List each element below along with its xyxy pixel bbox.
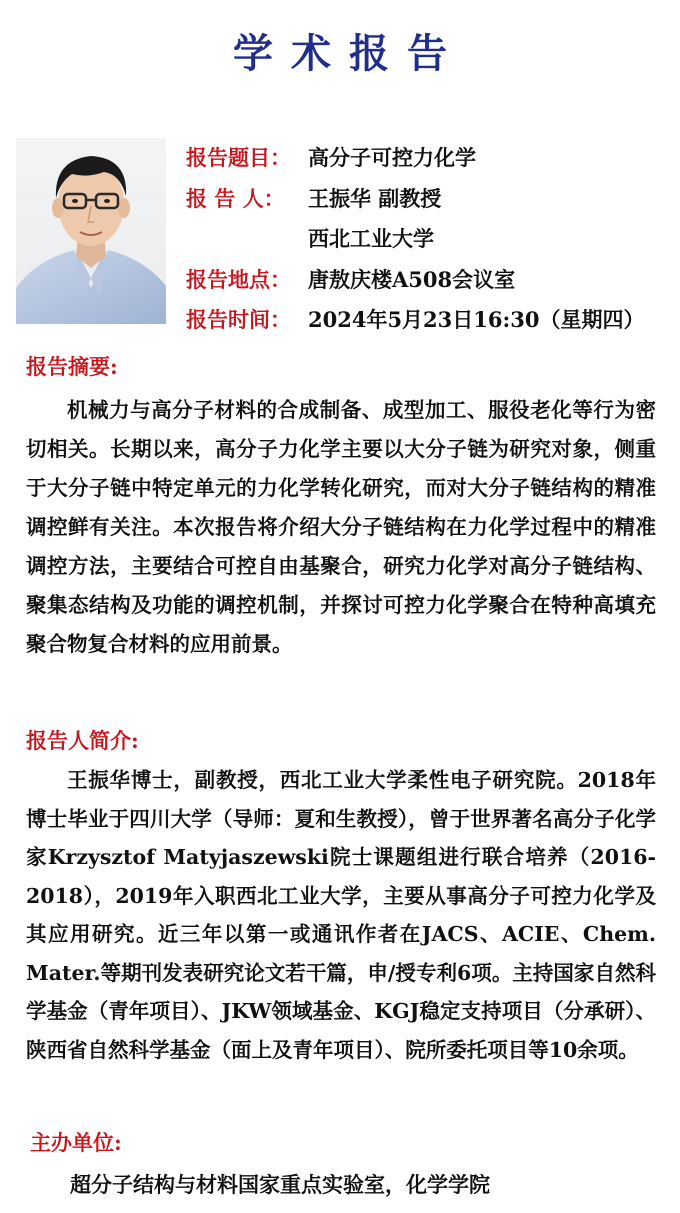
speaker-value: 王振华 副教授 [308, 185, 442, 211]
topic-row [186, 138, 676, 179]
bio-text: 王振华博士，副教授，西北工业大学柔性电子研究院。2018年博士毕业于四川大学（导师：夏和生教授），曾于世界著名高分子化学家Krzysztof Matyjaszewski院士课题组进行联合培养（2016-2018），2019年入职西北工业大学，主要从事高分子可控力化学及其应用研究。近三年以第一或通讯作者在JACS、ACIE、Chem. Mater.等期刊发表研究论文若干篇，申/授专利6项。主持国家自然科学基金（青年项目）、JKW领域基金、KGJ稳定支持项目（分承研）、陕西省自然科学基金（面上及青年项目）、院所委托项目等10余项。 [26, 768, 656, 1062]
abstract-heading: 报告摘要: [26, 354, 118, 379]
report-info [186, 138, 676, 341]
host-heading: 主办单位: [30, 1130, 122, 1155]
abstract-text: 机械力与高分子材料的合成制备、成型加工、服役老化等行为密切相关。长期以来，高分子力化学主要以大分子链为研究对象，侧重于大分子链中特定单元的力化学转化研究，而对大分子链结构的精准调控鲜有关注。本次报告将介绍大分子链结构在力化学过程中的精准调控方法，主要结合可控自由基聚合，研究力化学对高分子链结构、聚集态结构及功能的调控机制，并探讨可控力化学聚合在特种高填充聚合物复合材料的应用前景。 [26, 398, 656, 656]
speaker-label: 报 告 人： [186, 185, 285, 211]
venue-value: 唐敖庆楼A508会议室 [308, 266, 516, 292]
speaker-row [186, 179, 676, 220]
bio-heading: 报告人简介: [26, 728, 139, 753]
time-row [186, 300, 676, 341]
host-text: 超分子结构与材料国家重点实验室，化学学院 [70, 1172, 490, 1197]
page-title: 学术报告 [233, 31, 465, 77]
venue-row [186, 260, 676, 301]
time-label: 报告时间： [186, 307, 291, 332]
topic-label: 报告题目： [186, 145, 291, 170]
affiliation-row [186, 219, 676, 260]
venue-label: 报告地点： [186, 266, 291, 292]
time-value: 2024年5月23日16:30（星期四） [308, 307, 645, 332]
topic-value: 高分子可控力化学 [308, 145, 476, 170]
speaker-portrait [16, 138, 166, 324]
affiliation-value: 西北工业大学 [308, 226, 434, 251]
